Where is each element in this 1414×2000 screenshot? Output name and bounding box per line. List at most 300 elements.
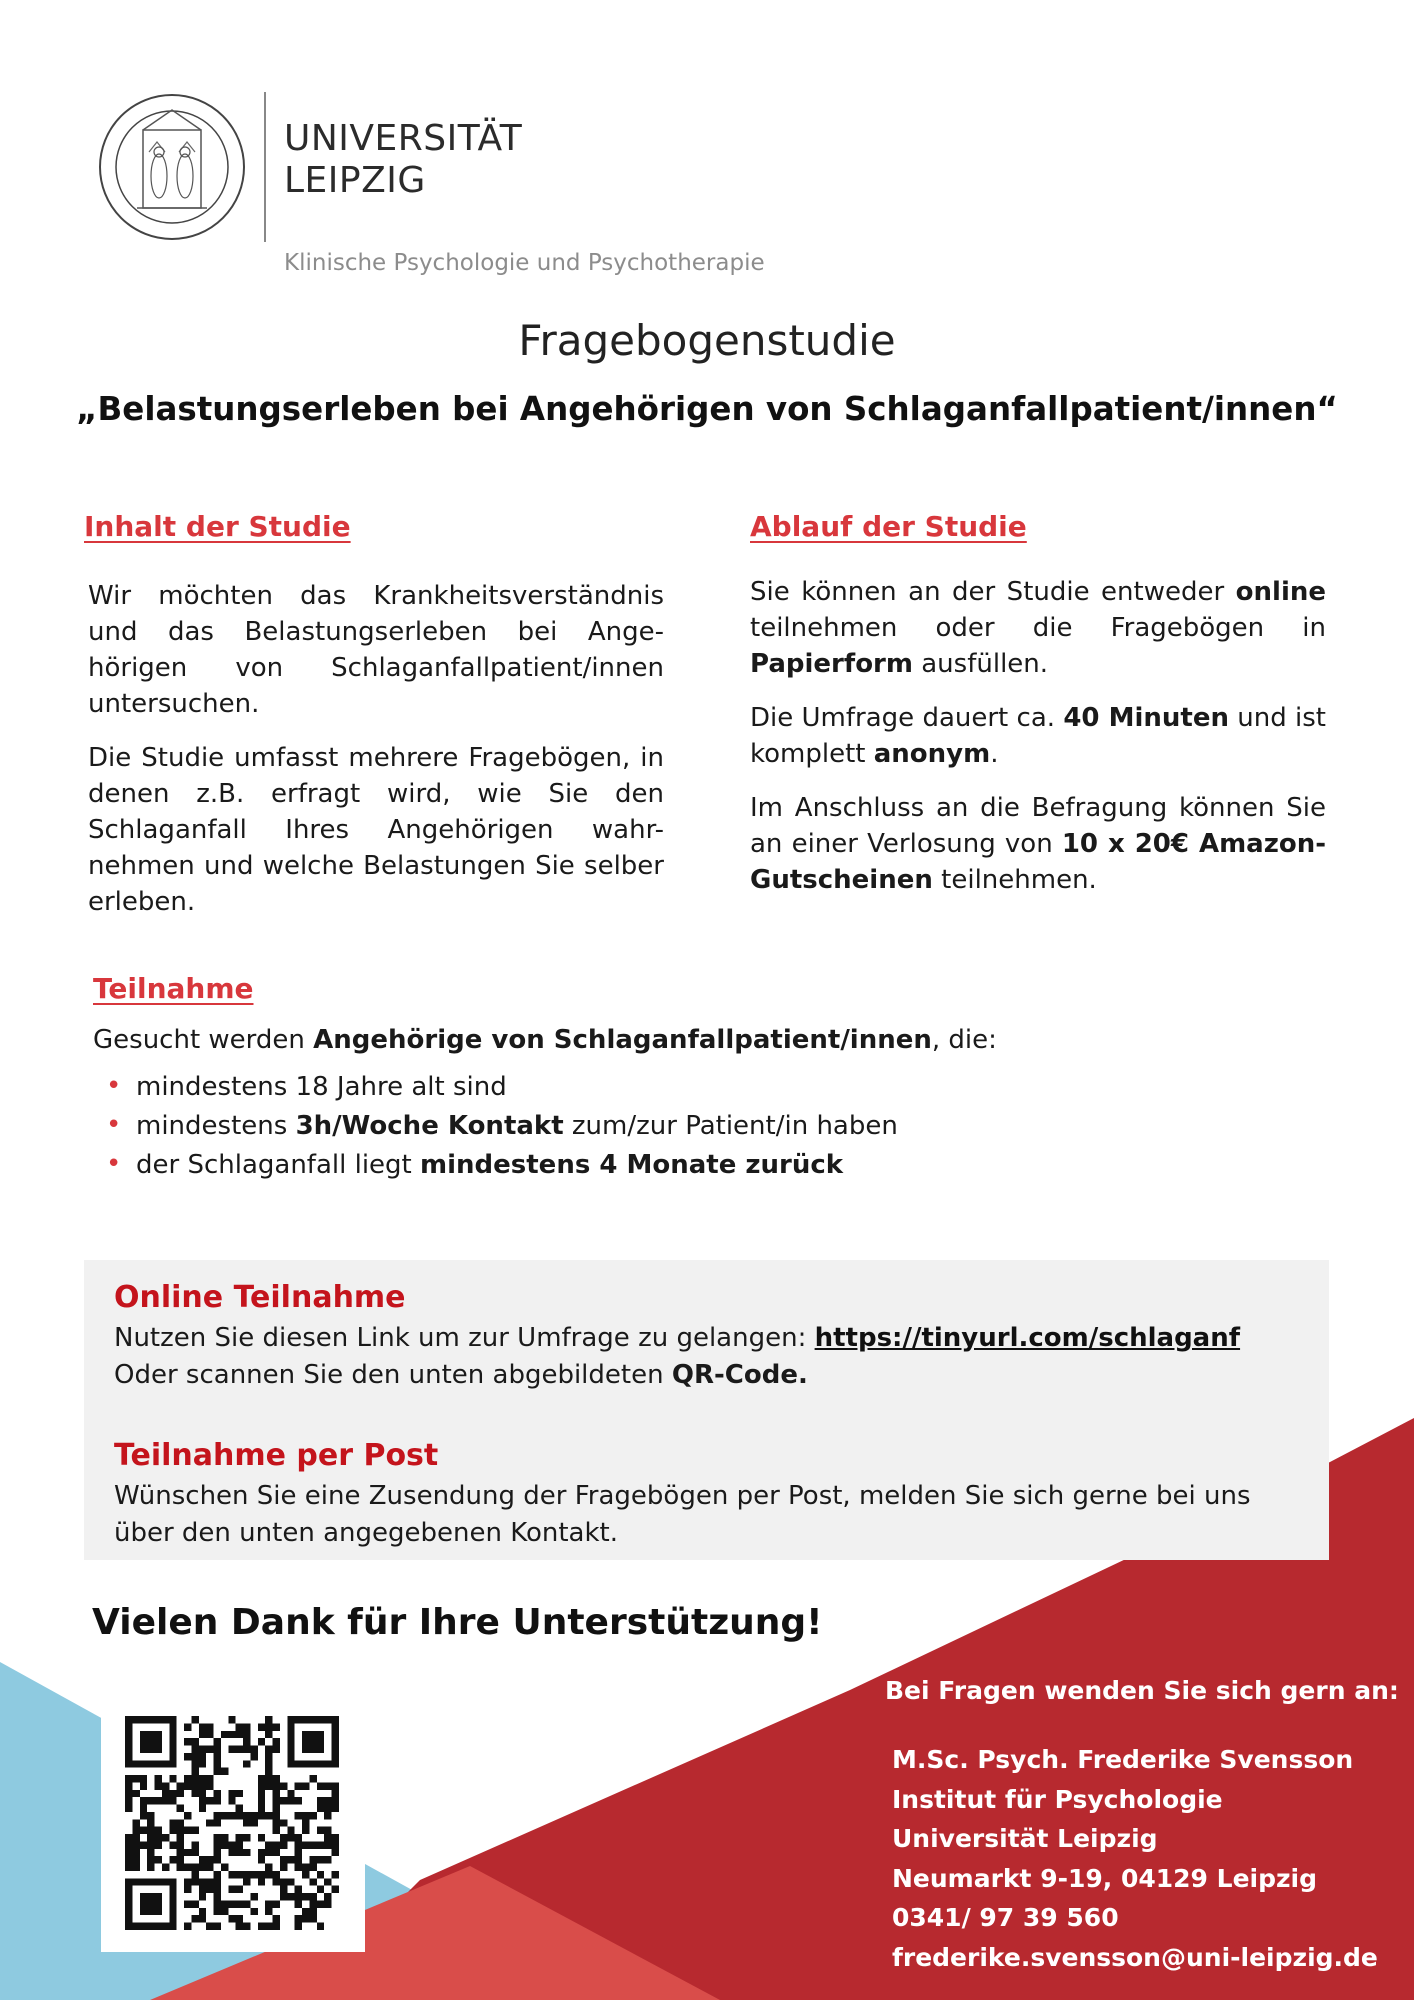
qr-module bbox=[309, 1775, 316, 1782]
qr-module bbox=[317, 1871, 324, 1878]
qr-module bbox=[309, 1812, 316, 1819]
qr-module bbox=[155, 1908, 162, 1915]
qr-module bbox=[162, 1782, 169, 1789]
qr-module bbox=[177, 1819, 184, 1826]
qr-module bbox=[169, 1819, 176, 1826]
qr-module bbox=[169, 1746, 176, 1753]
qr-module bbox=[287, 1760, 294, 1767]
qr-module bbox=[250, 1812, 257, 1819]
qr-module bbox=[199, 1908, 206, 1915]
qr-module bbox=[125, 1878, 132, 1885]
faculty-name: Klinische Psychologie und Psychotherapie bbox=[284, 250, 765, 276]
qr-module bbox=[317, 1760, 324, 1767]
qr-module bbox=[184, 1827, 191, 1834]
qr-module bbox=[214, 1856, 221, 1863]
qr-module bbox=[125, 1841, 132, 1848]
qr-module bbox=[258, 1849, 265, 1856]
qr-module bbox=[309, 1864, 316, 1871]
qr-module bbox=[162, 1760, 169, 1767]
qr-module bbox=[125, 1886, 132, 1893]
qr-module bbox=[214, 1893, 221, 1900]
university-wordmark bbox=[284, 118, 522, 202]
qr-module bbox=[199, 1915, 206, 1922]
qr-module bbox=[332, 1746, 339, 1753]
qr-module bbox=[140, 1923, 147, 1930]
qr-module bbox=[236, 1841, 243, 1848]
qr-module bbox=[184, 1864, 191, 1871]
qr-module bbox=[206, 1731, 213, 1738]
study-content-text bbox=[88, 578, 664, 938]
qr-module bbox=[206, 1923, 213, 1930]
qr-module bbox=[125, 1849, 132, 1856]
qr-module bbox=[169, 1760, 176, 1767]
qr-module bbox=[228, 1790, 235, 1797]
qr-module bbox=[258, 1834, 265, 1841]
qr-module bbox=[132, 1827, 139, 1834]
qr-module bbox=[125, 1782, 132, 1789]
qr-module bbox=[125, 1738, 132, 1745]
qr-module bbox=[177, 1834, 184, 1841]
qr-module bbox=[273, 1738, 280, 1745]
qr-module bbox=[332, 1886, 339, 1893]
qr-module bbox=[243, 1923, 250, 1930]
qr-module bbox=[169, 1915, 176, 1922]
qr-module bbox=[332, 1760, 339, 1767]
qr-module bbox=[287, 1797, 294, 1804]
qr-module bbox=[324, 1812, 331, 1819]
qr-module bbox=[273, 1871, 280, 1878]
qr-module bbox=[295, 1797, 302, 1804]
qr-module bbox=[287, 1716, 294, 1723]
qr-module bbox=[191, 1753, 198, 1760]
qr-module bbox=[147, 1746, 154, 1753]
qr-module bbox=[302, 1864, 309, 1871]
qr-module bbox=[258, 1723, 265, 1730]
qr-module bbox=[309, 1760, 316, 1767]
qr-module bbox=[147, 1760, 154, 1767]
qr-module bbox=[243, 1812, 250, 1819]
qr-module bbox=[250, 1908, 257, 1915]
qr-module bbox=[214, 1900, 221, 1907]
qr-module bbox=[280, 1834, 287, 1841]
qr-module bbox=[280, 1841, 287, 1848]
qr-module bbox=[324, 1797, 331, 1804]
qr-module bbox=[177, 1841, 184, 1848]
qr-module bbox=[332, 1841, 339, 1848]
qr-module bbox=[191, 1871, 198, 1878]
qr-module bbox=[184, 1900, 191, 1907]
qr-module bbox=[184, 1738, 191, 1745]
qr-module bbox=[206, 1723, 213, 1730]
qr-module bbox=[221, 1908, 228, 1915]
qr-module bbox=[125, 1834, 132, 1841]
qr-module bbox=[332, 1782, 339, 1789]
qr-module bbox=[302, 1915, 309, 1922]
qr-module bbox=[324, 1760, 331, 1767]
qr-module bbox=[199, 1782, 206, 1789]
qr-module bbox=[295, 1864, 302, 1871]
qr-module bbox=[206, 1746, 213, 1753]
qr-module bbox=[132, 1790, 139, 1797]
qr-module bbox=[177, 1849, 184, 1856]
participation-intro: Gesucht werden Angehörige von Schlaganfallpatient/innen, die: bbox=[93, 1025, 997, 1055]
qr-module bbox=[199, 1893, 206, 1900]
contact-institute: Institut für Psychologie bbox=[892, 1784, 1223, 1814]
qr-module bbox=[317, 1805, 324, 1812]
qr-module bbox=[140, 1908, 147, 1915]
qr-module bbox=[287, 1731, 294, 1738]
qr-module bbox=[273, 1775, 280, 1782]
qr-module bbox=[324, 1893, 331, 1900]
qr-module bbox=[332, 1723, 339, 1730]
qr-module bbox=[169, 1753, 176, 1760]
qr-module bbox=[243, 1760, 250, 1767]
qr-module bbox=[280, 1797, 287, 1804]
qr-module bbox=[155, 1760, 162, 1767]
qr-module bbox=[162, 1834, 169, 1841]
qr-module bbox=[132, 1923, 139, 1930]
qr-module bbox=[317, 1731, 324, 1738]
qr-module bbox=[214, 1819, 221, 1826]
qr-module bbox=[125, 1746, 132, 1753]
qr-module bbox=[140, 1797, 147, 1804]
qr-module bbox=[140, 1841, 147, 1848]
qr-module bbox=[155, 1731, 162, 1738]
qr-module bbox=[295, 1856, 302, 1863]
qr-module bbox=[228, 1797, 235, 1804]
qr-module bbox=[273, 1819, 280, 1826]
post-participation-text: Wünschen Sie eine Zusendung der Fragebögen per Post, melden Sie sich gerne bei uns über den unten angegebenen Kontakt. bbox=[114, 1481, 1251, 1548]
qr-module bbox=[169, 1923, 176, 1930]
qr-module bbox=[206, 1878, 213, 1885]
qr-module bbox=[236, 1915, 243, 1922]
qr-module bbox=[332, 1797, 339, 1804]
qr-module bbox=[147, 1878, 154, 1885]
qr-module bbox=[332, 1731, 339, 1738]
qr-module bbox=[265, 1768, 272, 1775]
qr-module bbox=[214, 1753, 221, 1760]
qr-module bbox=[302, 1908, 309, 1915]
qr-module bbox=[147, 1841, 154, 1848]
study-type: Fragebogenstudie bbox=[518, 316, 896, 365]
qr-module bbox=[191, 1716, 198, 1723]
qr-module bbox=[309, 1731, 316, 1738]
qr-module bbox=[258, 1805, 265, 1812]
qr-module bbox=[155, 1827, 162, 1834]
qr-module bbox=[250, 1819, 257, 1826]
qr-module bbox=[184, 1775, 191, 1782]
qr-module bbox=[287, 1834, 294, 1841]
qr-module bbox=[132, 1856, 139, 1863]
qr-module bbox=[273, 1878, 280, 1885]
qr-module bbox=[177, 1856, 184, 1863]
qr-module bbox=[295, 1760, 302, 1767]
qr-module bbox=[258, 1923, 265, 1930]
qr-module bbox=[191, 1790, 198, 1797]
qr-module bbox=[265, 1923, 272, 1930]
qr-module bbox=[265, 1849, 272, 1856]
qr-code-image[interactable] bbox=[125, 1716, 339, 1930]
qr-code-panel bbox=[101, 1700, 365, 1952]
qr-module bbox=[273, 1723, 280, 1730]
qr-module bbox=[184, 1849, 191, 1856]
qr-module bbox=[125, 1716, 132, 1723]
qr-module bbox=[228, 1716, 235, 1723]
qr-module bbox=[258, 1871, 265, 1878]
qr-module bbox=[162, 1797, 169, 1804]
qr-module bbox=[214, 1908, 221, 1915]
qr-module bbox=[265, 1841, 272, 1848]
qr-module bbox=[206, 1775, 213, 1782]
qr-module bbox=[236, 1849, 243, 1856]
qr-module bbox=[184, 1753, 191, 1760]
qr-module bbox=[317, 1782, 324, 1789]
qr-module bbox=[302, 1731, 309, 1738]
qr-module bbox=[324, 1805, 331, 1812]
qr-module bbox=[184, 1923, 191, 1930]
qr-module bbox=[265, 1753, 272, 1760]
qr-module bbox=[155, 1923, 162, 1930]
qr-module bbox=[332, 1753, 339, 1760]
qr-module bbox=[324, 1782, 331, 1789]
qr-module bbox=[302, 1716, 309, 1723]
qr-module bbox=[177, 1864, 184, 1871]
qr-module bbox=[214, 1738, 221, 1745]
qr-module bbox=[125, 1856, 132, 1863]
qr-module bbox=[199, 1790, 206, 1797]
qr-module bbox=[302, 1819, 309, 1826]
qr-module bbox=[265, 1775, 272, 1782]
header-divider bbox=[264, 92, 266, 242]
qr-module bbox=[265, 1908, 272, 1915]
criteria-item: • mindestens 18 Jahre alt sind bbox=[102, 1068, 898, 1107]
qr-module bbox=[236, 1731, 243, 1738]
qr-module bbox=[147, 1856, 154, 1863]
qr-module bbox=[273, 1782, 280, 1789]
qr-module bbox=[273, 1915, 280, 1922]
qr-module bbox=[221, 1834, 228, 1841]
qr-module bbox=[243, 1723, 250, 1730]
qr-module bbox=[287, 1723, 294, 1730]
qr-module bbox=[243, 1731, 250, 1738]
qr-module bbox=[162, 1790, 169, 1797]
content-paragraph-1: Wir möchten das Krankheitsverständnis und das Belastungserleben bei Ange-hörigen von Schlaganfallpatient/innen untersuchen. bbox=[88, 581, 664, 719]
qr-module bbox=[317, 1856, 324, 1863]
qr-module bbox=[221, 1731, 228, 1738]
qr-module bbox=[332, 1849, 339, 1856]
qr-module bbox=[206, 1886, 213, 1893]
qr-module bbox=[140, 1782, 147, 1789]
qr-module bbox=[332, 1790, 339, 1797]
qr-module bbox=[155, 1893, 162, 1900]
qr-module bbox=[169, 1716, 176, 1723]
qr-module bbox=[265, 1812, 272, 1819]
qr-module bbox=[317, 1716, 324, 1723]
qr-module bbox=[147, 1797, 154, 1804]
qr-module bbox=[191, 1827, 198, 1834]
qr-module bbox=[236, 1900, 243, 1907]
qr-module bbox=[125, 1790, 132, 1797]
qr-module bbox=[221, 1812, 228, 1819]
qr-module bbox=[147, 1849, 154, 1856]
qr-module bbox=[258, 1738, 265, 1745]
qr-module bbox=[214, 1841, 221, 1848]
qr-module bbox=[309, 1915, 316, 1922]
qr-module bbox=[125, 1805, 132, 1812]
qr-module bbox=[273, 1797, 280, 1804]
qr-module bbox=[324, 1856, 331, 1863]
qr-module bbox=[199, 1775, 206, 1782]
qr-module bbox=[295, 1886, 302, 1893]
qr-module bbox=[317, 1827, 324, 1834]
qr-module bbox=[191, 1746, 198, 1753]
qr-module bbox=[147, 1923, 154, 1930]
qr-module bbox=[191, 1760, 198, 1767]
qr-module bbox=[302, 1760, 309, 1767]
qr-module bbox=[265, 1782, 272, 1789]
qr-module bbox=[236, 1723, 243, 1730]
qr-module bbox=[191, 1841, 198, 1848]
qr-module bbox=[140, 1716, 147, 1723]
qr-module bbox=[147, 1900, 154, 1907]
qr-module bbox=[228, 1731, 235, 1738]
qr-module bbox=[169, 1908, 176, 1915]
post-participation-heading: Teilnahme per Post bbox=[114, 1438, 439, 1473]
qr-module bbox=[295, 1834, 302, 1841]
qr-module bbox=[221, 1900, 228, 1907]
qr-module bbox=[228, 1886, 235, 1893]
qr-module bbox=[332, 1738, 339, 1745]
qr-module bbox=[199, 1760, 206, 1767]
university-name-line2: LEIPZIG bbox=[284, 160, 426, 201]
qr-module bbox=[206, 1856, 213, 1863]
contact-university: Universität Leipzig bbox=[892, 1824, 1158, 1853]
qr-module bbox=[191, 1775, 198, 1782]
qr-module bbox=[184, 1886, 191, 1893]
qr-module bbox=[155, 1878, 162, 1885]
qr-module bbox=[228, 1841, 235, 1848]
qr-module bbox=[147, 1827, 154, 1834]
qr-module bbox=[258, 1812, 265, 1819]
qr-module bbox=[147, 1908, 154, 1915]
qr-module bbox=[236, 1805, 243, 1812]
qr-module bbox=[184, 1782, 191, 1789]
qr-module bbox=[265, 1864, 272, 1871]
qr-module bbox=[169, 1731, 176, 1738]
qr-module bbox=[287, 1753, 294, 1760]
qr-module bbox=[169, 1723, 176, 1730]
qr-module bbox=[214, 1790, 221, 1797]
qr-module bbox=[309, 1908, 316, 1915]
qr-module bbox=[228, 1900, 235, 1907]
section-heading-participation: Teilnahme bbox=[93, 972, 254, 1005]
qr-module bbox=[199, 1746, 206, 1753]
qr-module bbox=[162, 1864, 169, 1871]
qr-module bbox=[199, 1856, 206, 1863]
qr-module bbox=[236, 1886, 243, 1893]
qr-module bbox=[280, 1878, 287, 1885]
qr-module bbox=[214, 1871, 221, 1878]
qr-module bbox=[177, 1805, 184, 1812]
qr-module bbox=[250, 1753, 257, 1760]
qr-module bbox=[214, 1760, 221, 1767]
qr-module bbox=[169, 1856, 176, 1863]
qr-module bbox=[140, 1893, 147, 1900]
qr-module bbox=[169, 1738, 176, 1745]
qr-module bbox=[228, 1915, 235, 1922]
qr-module bbox=[169, 1878, 176, 1885]
qr-module bbox=[155, 1782, 162, 1789]
qr-module bbox=[236, 1790, 243, 1797]
thank-you-message: Vielen Dank für Ihre Unterstützung! bbox=[92, 1602, 823, 1643]
university-seal-logo bbox=[97, 92, 247, 242]
qr-module bbox=[295, 1915, 302, 1922]
qr-module bbox=[295, 1782, 302, 1789]
participation-info-box bbox=[84, 1260, 1329, 1560]
contact-details bbox=[892, 1740, 1378, 1977]
qr-module bbox=[140, 1760, 147, 1767]
survey-link[interactable]: https://tinyurl.com/schlaganf bbox=[814, 1323, 1241, 1353]
qr-module bbox=[265, 1900, 272, 1907]
qr-module bbox=[132, 1716, 139, 1723]
qr-module bbox=[214, 1768, 221, 1775]
qr-module bbox=[295, 1849, 302, 1856]
qr-module bbox=[162, 1923, 169, 1930]
qr-module bbox=[265, 1723, 272, 1730]
qr-module bbox=[302, 1738, 309, 1745]
qr-module bbox=[243, 1746, 250, 1753]
qr-module bbox=[332, 1834, 339, 1841]
qr-module bbox=[273, 1790, 280, 1797]
qr-module bbox=[317, 1886, 324, 1893]
qr-module bbox=[206, 1782, 213, 1789]
qr-module bbox=[317, 1900, 324, 1907]
criteria-item: • mindestens 3h/Woche Kontakt zum/zur Patient/in haben bbox=[102, 1107, 898, 1146]
online-participation-heading: Online Teilnahme bbox=[114, 1280, 406, 1315]
qr-module bbox=[169, 1900, 176, 1907]
qr-module bbox=[132, 1864, 139, 1871]
contact-email[interactable]: frederike.svensson@uni-leipzig.de bbox=[892, 1942, 1378, 1972]
qr-module bbox=[125, 1797, 132, 1804]
qr-module bbox=[295, 1812, 302, 1819]
qr-module bbox=[169, 1797, 176, 1804]
qr-module bbox=[309, 1900, 316, 1907]
qr-module bbox=[214, 1746, 221, 1753]
study-procedure-text bbox=[750, 574, 1326, 916]
qr-module bbox=[125, 1723, 132, 1730]
qr-module bbox=[214, 1849, 221, 1856]
qr-module bbox=[317, 1923, 324, 1930]
qr-module bbox=[132, 1841, 139, 1848]
qr-module bbox=[228, 1849, 235, 1856]
qr-module bbox=[280, 1819, 287, 1826]
qr-module bbox=[184, 1878, 191, 1885]
qr-module bbox=[191, 1738, 198, 1745]
qr-module bbox=[287, 1746, 294, 1753]
qr-module bbox=[302, 1812, 309, 1819]
qr-module bbox=[155, 1841, 162, 1848]
qr-module bbox=[258, 1797, 265, 1804]
qr-module bbox=[287, 1893, 294, 1900]
qr-module bbox=[324, 1841, 331, 1848]
qr-module bbox=[214, 1834, 221, 1841]
qr-module bbox=[273, 1827, 280, 1834]
qr-module bbox=[169, 1790, 176, 1797]
qr-module bbox=[302, 1782, 309, 1789]
qr-module bbox=[228, 1812, 235, 1819]
qr-module bbox=[155, 1900, 162, 1907]
qr-module bbox=[125, 1731, 132, 1738]
